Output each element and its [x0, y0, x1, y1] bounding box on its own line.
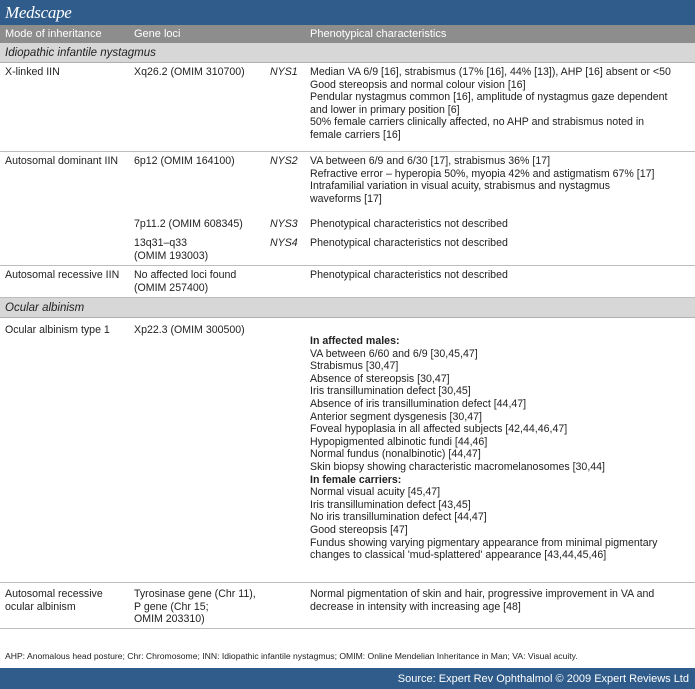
cell-locus-name: NYS2	[270, 155, 298, 167]
table-header	[0, 25, 695, 43]
cell-locus: Xp22.3 (OMIM 300500)	[134, 324, 245, 336]
phenotype-line: Normal fundus (nonalbinotic) [44,47]	[310, 448, 481, 461]
phenotype-line: Absence of iris transillumination defect [44,47]	[310, 397, 527, 410]
medscape-logo-bar	[0, 0, 695, 25]
phenotype-line: VA between 6/9 and 6/30 [17], strabismus 36% [17]	[310, 155, 551, 167]
phenotype-line: No iris transillumination defect [44,47]	[310, 511, 487, 524]
cell-phenotype	[310, 269, 690, 282]
table-row	[0, 215, 695, 234]
cell-locus-name: NYS4	[270, 237, 298, 249]
table-row	[0, 234, 695, 266]
header-mode: Mode of inheritance	[5, 28, 102, 40]
phenotype-line: female carriers [16]	[310, 128, 401, 141]
cell-phenotype	[310, 155, 690, 205]
phenotype-line: Good stereopsis and normal colour vision [16]	[310, 78, 526, 91]
locus-line: OMIM 203310)	[134, 613, 205, 626]
cell-phenotype	[310, 588, 690, 613]
section-title: Ocular albinism	[0, 298, 695, 318]
source-bar	[0, 668, 695, 689]
cell-phenotype	[310, 335, 690, 562]
phenotype-line: Skin biopsy showing characteristic macromelanosomes [30,44]	[310, 460, 605, 473]
cell-mode: Autosomal dominant IIN	[5, 155, 119, 167]
cell-locus-name: NYS3	[270, 218, 298, 230]
mode-line: ocular albinism	[5, 600, 76, 613]
phenotype-line: Fundus showing varying pigmentary appearance from minimal pigmentary	[310, 536, 658, 549]
phenotype-line: changes to classical 'mud-splattered' appearance [43,44,45,46]	[310, 549, 607, 562]
phenotype-line: Phenotypical characteristics not described	[310, 269, 508, 281]
males-heading: In affected males:	[310, 335, 400, 347]
phenotype-line: waveforms [17]	[310, 192, 382, 205]
locus-line: Tyrosinase gene (Chr 11),	[134, 588, 256, 600]
cell-mode	[5, 588, 130, 613]
table-footnote: AHP: Anomalous head posture; Chr: Chromosome; INN: Idiopathic infantile nystagmus; OMIM: Online Mendelian Inheritance in Man; VA: Visual acuity.	[5, 651, 578, 661]
header-phenotype: Phenotypical characteristics	[310, 28, 447, 40]
source-credit: Source: Expert Rev Ophthalmol © 2009 Expert Reviews Ltd	[397, 672, 689, 685]
table-row	[0, 266, 695, 298]
cell-phenotype	[310, 237, 690, 250]
table-row	[0, 63, 695, 152]
females-heading: In female carriers:	[310, 473, 402, 486]
phenotype-line: Normal pigmentation of skin and hair, progressive improvement in VA and	[310, 588, 655, 600]
table-row	[0, 152, 695, 215]
phenotype-line: and lower in primary position [6]	[310, 103, 460, 116]
phenotype-line: Hypopigmented albinotic fundi [44,46]	[310, 435, 488, 448]
cell-mode: Autosomal recessive IIN	[5, 269, 120, 281]
phenotype-line: Good stereopsis [47]	[310, 523, 408, 536]
phenotype-line: 50% female carriers clinically affected, no AHP and strabismus noted in	[310, 116, 645, 129]
cell-phenotype	[310, 66, 690, 142]
table-row	[0, 583, 695, 629]
cell-locus: Xq26.2 (OMIM 310700)	[134, 66, 245, 78]
phenotype-line: Iris transillumination defect [30,45]	[310, 385, 471, 398]
phenotype-line: Strabismus [30,47]	[310, 360, 399, 373]
locus-line: 13q31–q33	[134, 237, 188, 249]
phenotype-line: Anterior segment dysgenesis [30,47]	[310, 410, 482, 423]
phenotype-line: Absence of stereopsis [30,47]	[310, 372, 450, 385]
phenotype-line: Median VA 6/9 [16], strabismus (17% [16], 44% [13]), AHP [16] absent or <50	[310, 66, 671, 78]
phenotype-line: Phenotypical characteristics not described	[310, 237, 508, 249]
phenotype-line: decrease in intensity with increasing age [48]	[310, 600, 521, 613]
cell-mode: Ocular albinism type 1	[5, 324, 110, 336]
locus-line: (OMIM 257400)	[134, 281, 209, 294]
phenotype-line: VA between 6/60 and 6/9 [30,45,47]	[310, 347, 478, 360]
header-gene-loci: Gene loci	[134, 28, 181, 40]
phenotype-line: Iris transillumination defect [43,45]	[310, 498, 471, 511]
phenotype-line: Normal visual acuity [45,47]	[310, 486, 441, 499]
cell-mode: X-linked IIN	[5, 66, 60, 78]
phenotype-line: Phenotypical characteristics not described	[310, 218, 508, 230]
section-title: Idiopathic infantile nystagmus	[0, 43, 695, 63]
cell-locus: 6p12 (OMIM 164100)	[134, 155, 235, 167]
cell-locus-name: NYS1	[270, 66, 298, 78]
cell-locus	[134, 237, 269, 262]
phenotype-line: Intrafamilial variation in visual acuity, strabismus and nystagmus	[310, 180, 611, 193]
locus-line: P gene (Chr 15;	[134, 600, 209, 613]
phenotype-line: Refractive error – hyperopia 50%, myopia 42% and astigmatism 67% [17]	[310, 167, 655, 180]
phenotype-line: Pendular nystagmus common [16], amplitude of nystagmus gaze dependent	[310, 91, 668, 104]
mode-line: Autosomal recessive	[5, 588, 103, 600]
cell-locus	[134, 269, 269, 294]
medscape-logo[interactable]: Medscape	[5, 2, 72, 22]
cell-locus: 7p11.2 (OMIM 608345)	[134, 218, 243, 230]
locus-line: (OMIM 193003)	[134, 249, 209, 262]
table-row	[0, 318, 695, 583]
cell-phenotype	[310, 218, 690, 231]
locus-line: No affected loci found	[134, 269, 237, 281]
cell-locus	[134, 588, 269, 626]
phenotype-line: Foveal hypoplasia in all affected subjects [42,44,46,47]	[310, 423, 568, 436]
